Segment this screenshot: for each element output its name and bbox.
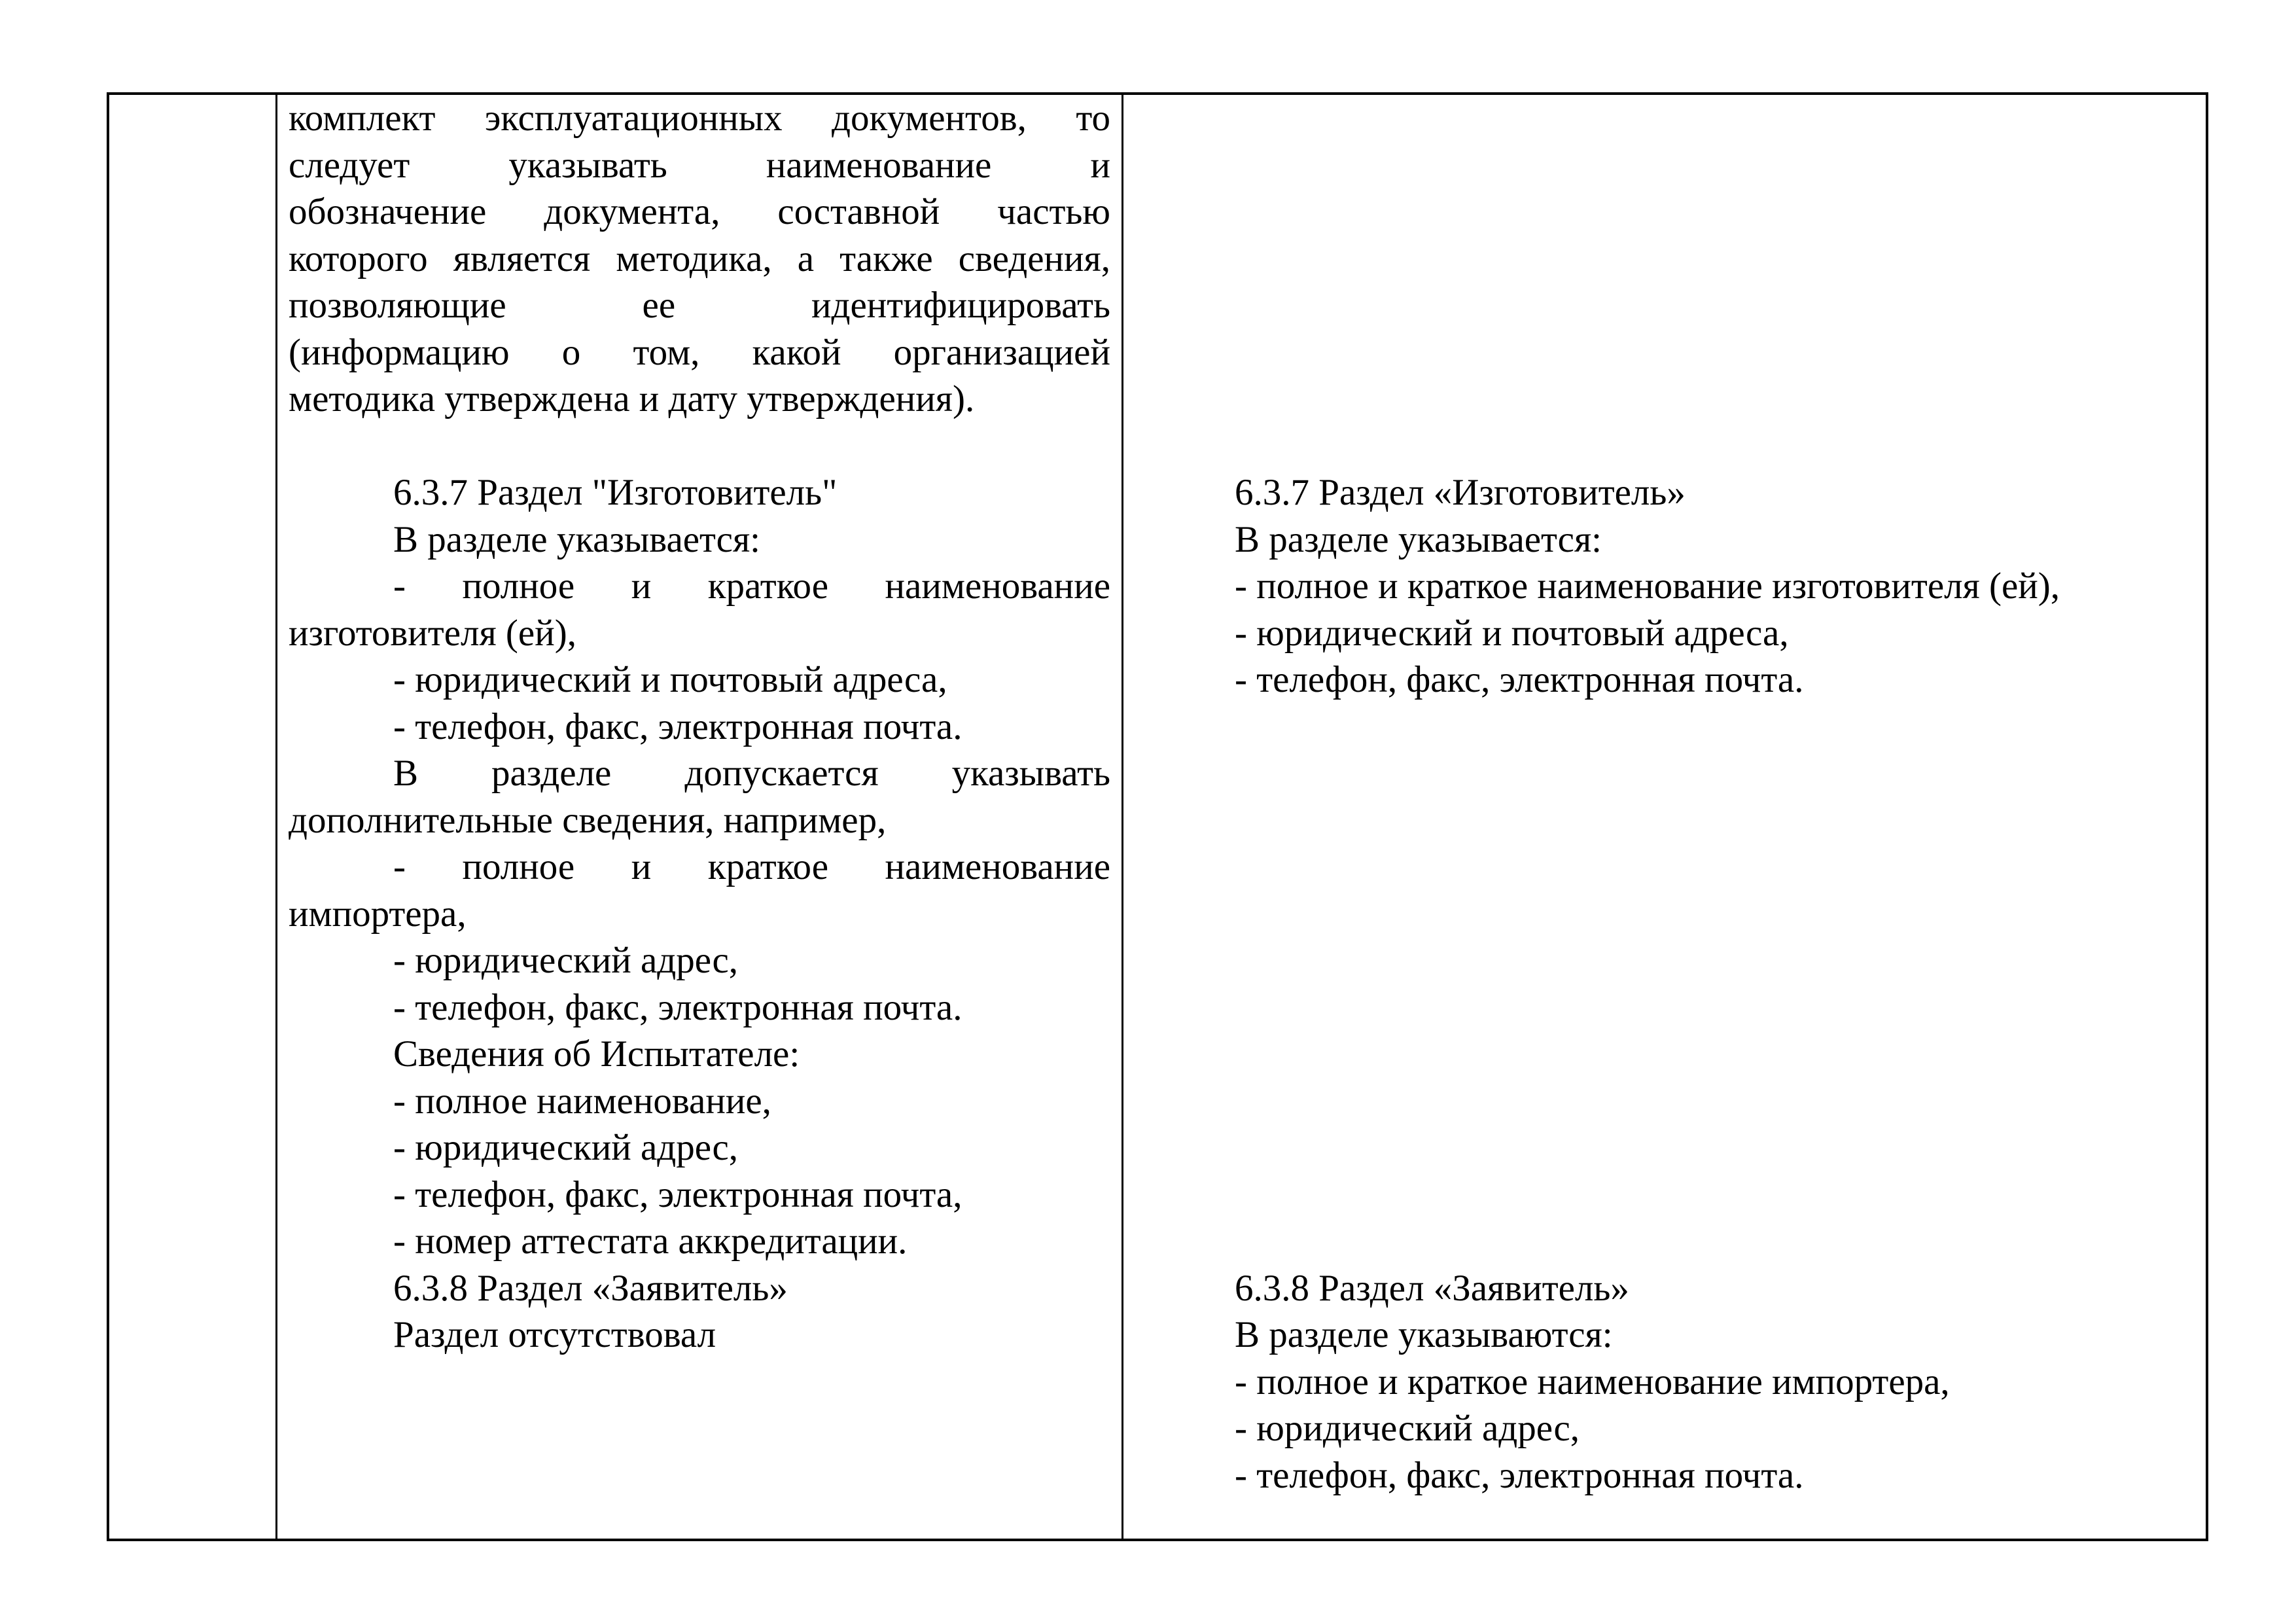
list-item: - телефон, факс, электронная почта. xyxy=(393,986,963,1028)
table-column-divider-2 xyxy=(1122,95,1123,1539)
paragraph-line: дополнительные сведения, например, xyxy=(289,799,887,841)
list-item: - телефон, факс, электронная почта. xyxy=(1235,1454,1804,1496)
list-item: - полное и краткое наименование xyxy=(393,565,1110,607)
tester-heading: Сведения об Испытателе: xyxy=(393,1033,800,1075)
table-cell-previous-edition xyxy=(289,95,1110,1359)
intro-line: (информацию о том, какой организацией xyxy=(289,331,1110,373)
list-item: - юридический адрес, xyxy=(1235,1408,1580,1449)
table-column-divider-1 xyxy=(275,95,277,1539)
section-heading-applicant: 6.3.8 Раздел «Заявитель» xyxy=(393,1267,788,1309)
section-heading-applicant: 6.3.8 Раздел «Заявитель» xyxy=(1235,1267,1629,1309)
list-item: - телефон, факс, электронная почта. xyxy=(393,705,963,747)
list-item: - номер аттестата аккредитации. xyxy=(393,1221,908,1262)
section-intro: В разделе указывается: xyxy=(1235,518,1602,560)
intro-line: комплект эксплуатационных документов, то xyxy=(289,98,1110,139)
list-item: - полное и краткое наименование изготовителя (ей), xyxy=(1235,565,2060,607)
section-intro: В разделе указываются: xyxy=(1235,1314,1613,1355)
table-cell-new-edition xyxy=(1235,95,2203,1499)
list-item-continuation: изготовителя (ей), xyxy=(289,612,576,654)
list-item: - телефон, факс, электронная почта. xyxy=(1235,659,1804,700)
list-item: - полное и краткое наименование xyxy=(393,846,1110,887)
section-text: Раздел отсутствовал xyxy=(393,1314,716,1355)
list-item-continuation: импортера, xyxy=(289,893,467,935)
intro-line: обозначение документа, составной частью xyxy=(289,191,1110,232)
intro-line: которого является методика, а также сведения, xyxy=(289,238,1110,279)
comparison-table xyxy=(107,92,2208,1541)
list-item: - полное наименование, xyxy=(393,1080,771,1122)
section-heading-manufacturer: 6.3.7 Раздел "Изготовитель" xyxy=(393,472,838,513)
list-item: - телефон, факс, электронная почта, xyxy=(393,1173,963,1215)
list-item: - полное и краткое наименование импортера, xyxy=(1235,1361,1950,1402)
list-item: - юридический и почтовый адреса, xyxy=(393,659,947,700)
list-item: - юридический адрес, xyxy=(393,1127,739,1168)
list-item: - юридический адрес, xyxy=(393,940,739,981)
intro-line: следует указывать наименование и xyxy=(289,144,1110,186)
section-intro: В разделе указывается: xyxy=(393,518,761,560)
section-heading-manufacturer: 6.3.7 Раздел «Изготовитель» xyxy=(1235,472,1686,513)
intro-line: позволяющие ее идентифицировать xyxy=(289,285,1110,326)
list-item: - юридический и почтовый адреса, xyxy=(1235,612,1789,654)
intro-line: методика утверждена и дату утверждения). xyxy=(289,378,975,419)
paragraph-line: В разделе допускается указывать xyxy=(393,753,1110,794)
